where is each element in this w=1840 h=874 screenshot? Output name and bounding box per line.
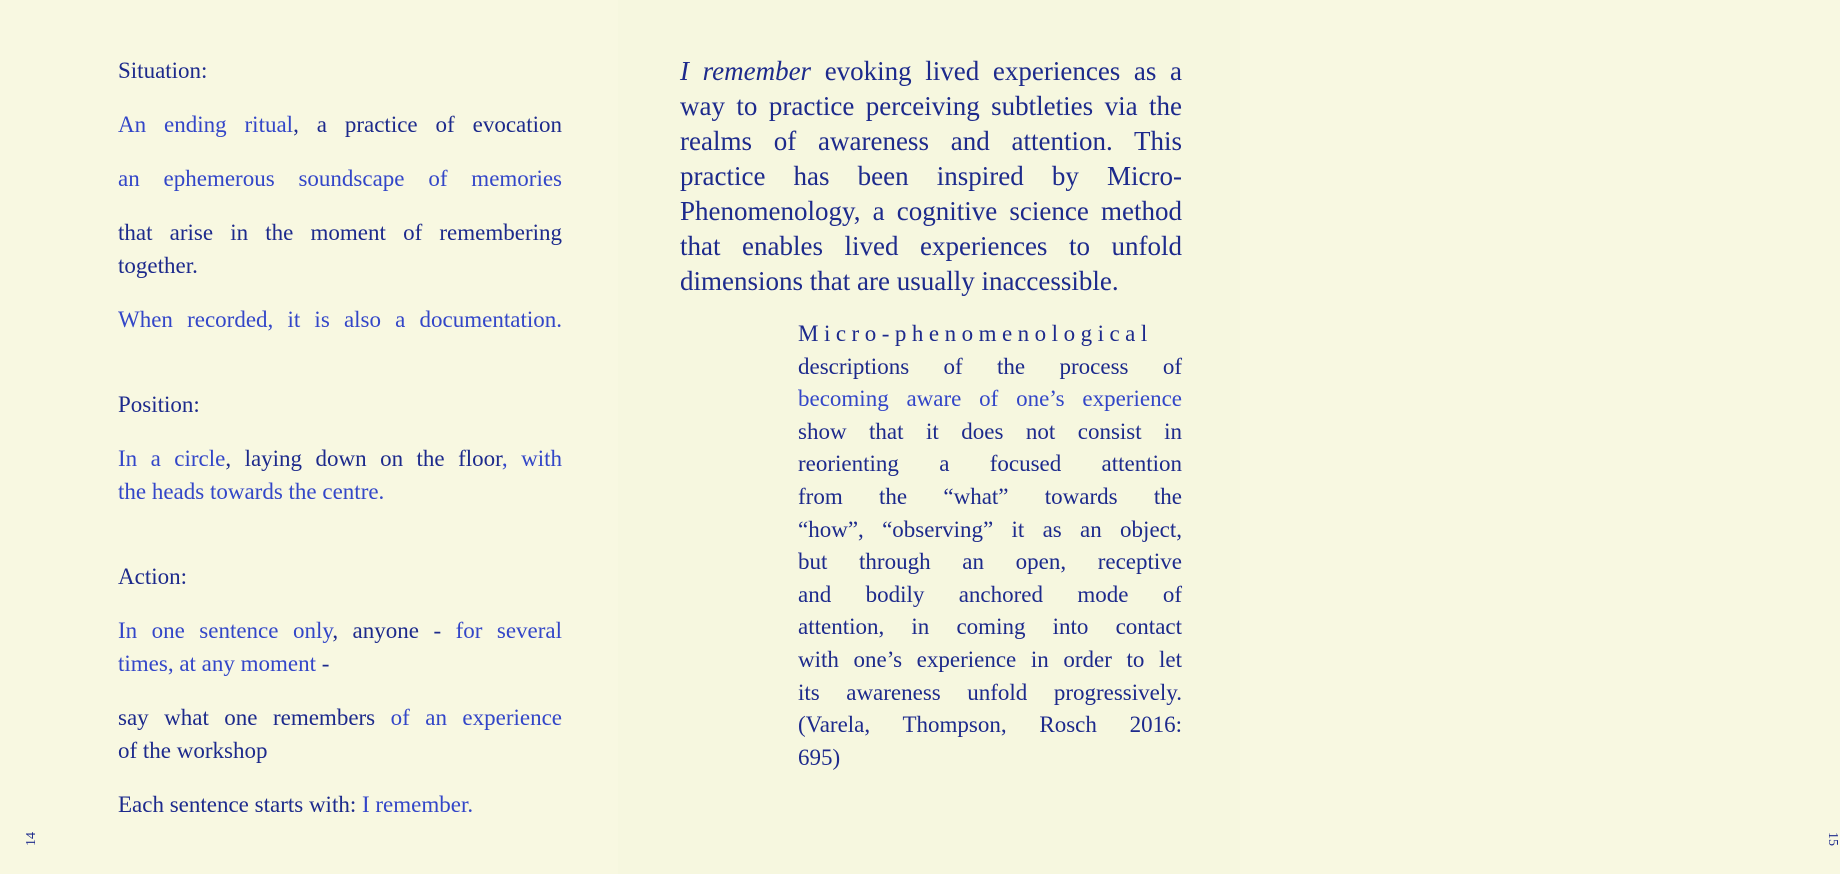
situation-line-4-b: , it is also a documentation. (267, 307, 562, 332)
quote-line: attention, in coming into contact (798, 614, 1182, 640)
action-b: , anyone - (332, 618, 456, 643)
quote-line: descriptions of the process of (798, 353, 1182, 379)
quote-line: from the “what” towards the (798, 483, 1182, 509)
action2-line-1 (118, 701, 562, 734)
action-c: for several (455, 618, 562, 643)
position-line-2: the heads towards the centre. (118, 479, 385, 504)
action-line-2-b: - (316, 651, 330, 676)
quote-line: reorienting a focused attention (798, 451, 1182, 477)
block-quote (798, 318, 1182, 774)
quote-line: “how”, “observing” it as an object, (798, 516, 1182, 542)
page-number-right: 15 (1825, 832, 1840, 846)
action3-a: Each sentence starts with: (118, 792, 362, 817)
position-a: In a circle (118, 446, 226, 471)
action-line-1 (118, 614, 562, 647)
situation-heading: Situation: (118, 58, 208, 83)
quote-line: with one’s experience in order to let (798, 646, 1182, 672)
intro-paragraph (680, 54, 1182, 299)
action3-b: I remember. (361, 792, 474, 817)
intro-italic: I remember (680, 56, 812, 86)
situation-line-2: an ephemerous soundscape of memories (118, 166, 562, 191)
quote-line: becoming aware of one’s experience (798, 386, 1182, 412)
quote-line: but through an open, receptive (798, 549, 1182, 575)
position-b: , laying down on the floor (225, 446, 502, 471)
situation-line-1 (118, 108, 562, 141)
situation-line-3b: together. (118, 253, 198, 278)
position-line-1 (118, 442, 562, 475)
quote-line: its awareness unfold progressively. (798, 679, 1182, 705)
action-line-2-a: times, at any moment (118, 651, 317, 676)
action3-line (118, 788, 562, 821)
page-number-left: 14 (24, 832, 39, 846)
action2-b: of an experience (390, 705, 562, 730)
action-a: In one sentence only (118, 618, 333, 643)
right-page (618, 0, 1840, 874)
intro-text: evoking lived experiences as a way to practice perceiving subtleties via the realms of awareness and attention. This practice has been inspired by Micro-Phenomenology, a cognitive science method that enables lived experiences to unfold dimensions that are usually inaccessible. (680, 56, 1183, 296)
left-page (0, 0, 618, 874)
position-c: , with (501, 446, 562, 471)
quote-line: and bodily anchored mode of (798, 581, 1182, 607)
action-heading: Action: (118, 564, 187, 589)
action-line-2 (118, 647, 562, 680)
situation-line-4 (118, 303, 562, 336)
right-column (680, 54, 1182, 299)
situation-line-4-a: When recorded (118, 307, 268, 332)
quote-last-line: 695) (798, 744, 841, 770)
position-heading: Position: (118, 392, 200, 417)
situation-line-3: that arise in the moment of remembering (118, 220, 562, 245)
action2-line-2: of the workshop (118, 738, 268, 763)
action2-a: say what one remembers (118, 705, 391, 730)
quote-line: Micro-phenomenological (798, 321, 1153, 346)
left-column (118, 54, 562, 842)
quote-line: (Varela, Thompson, Rosch 2016: (798, 712, 1182, 738)
situation-line-1-b: , a practice of evocation (293, 112, 563, 137)
situation-line-1-a: An ending ritual (118, 112, 294, 137)
quote-line: show that it does not consist in (798, 418, 1182, 444)
